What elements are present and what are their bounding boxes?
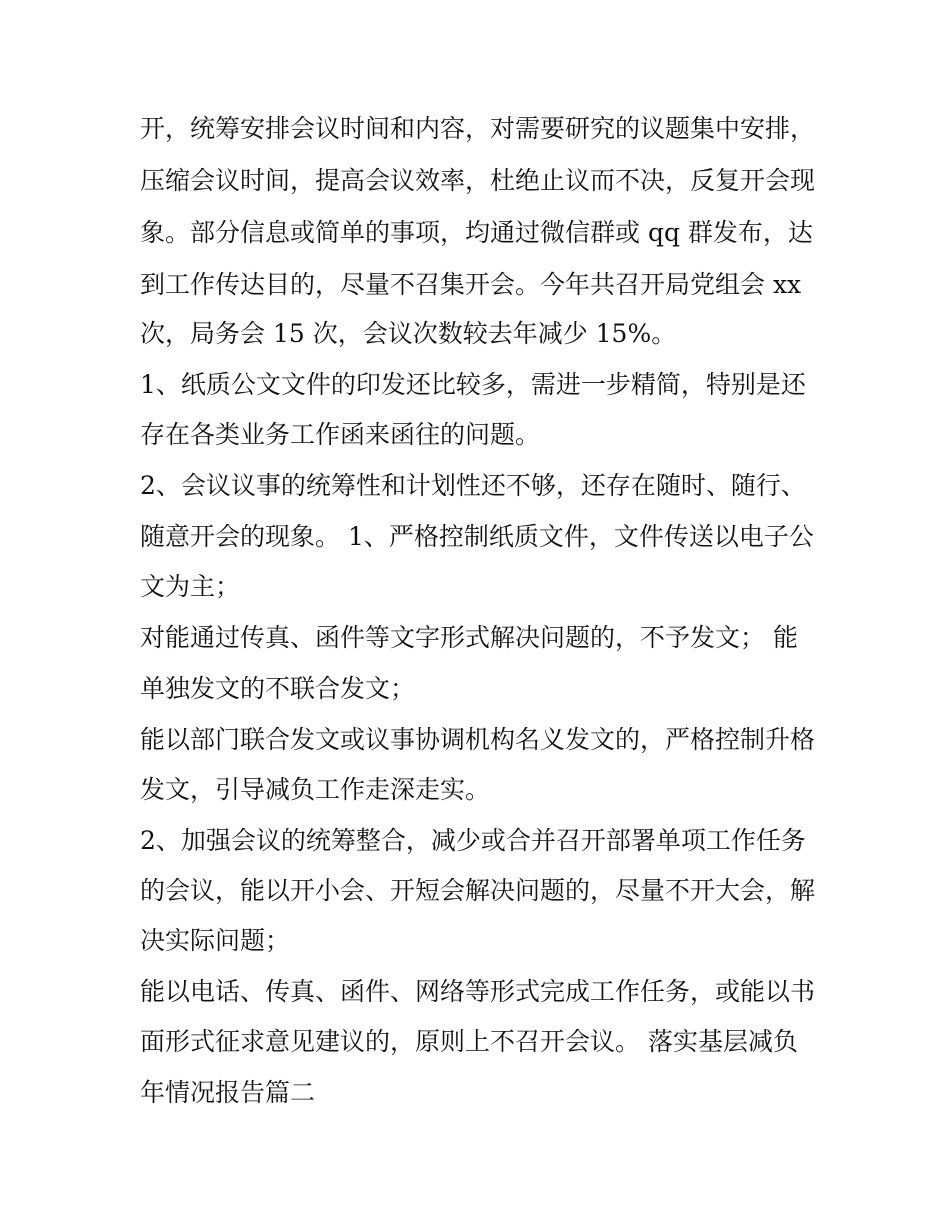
text-line: 发文，引导减负工作走深走实。	[140, 775, 491, 804]
text-line: 的会议，能以开小会、开短会解决问题的，尽量不开大会，解	[140, 876, 816, 905]
text-line: 2、会议议事的统筹性和计划性还不够，还存在随时、随行、	[140, 471, 806, 500]
text-line: 1、纸质公文文件的印发还比较多，需进一步精简，特别是还	[140, 370, 806, 399]
text-line: 能以部门联合发文或议事协调机构名义发文的，严格控制升格	[140, 725, 816, 754]
text-line: 到工作传达目的，尽量不召集开会。今年共召开局党组会 xx	[140, 270, 802, 299]
text-line: 次，局务会 15 次，会议次数较去年减少 15%。	[140, 319, 677, 348]
text-line: 随意开会的现象。 1、严格控制纸质文件，文件传送以电子公	[140, 522, 814, 551]
text-line: 文为主；	[140, 572, 241, 601]
text-line: 存在各类业务工作函来函往的问题。	[140, 420, 541, 449]
text-line: 单独发文的不联合发文；	[140, 674, 416, 703]
text-line: 压缩会议时间，提高会议效率，杜绝止议而不决，反复开会现	[140, 166, 816, 195]
text-line: 能以电话、传真、函件、网络等形式完成工作任务，或能以书	[140, 977, 816, 1006]
text-line: 面形式征求意见建议的，原则上不召开会议。 落实基层减负	[140, 1027, 798, 1056]
text-line: 年情况报告篇二	[140, 1078, 316, 1107]
text-line: 决实际问题；	[140, 926, 291, 955]
text-line: 2、加强会议的统筹整合，减少或合并召开部署单项工作任务	[140, 826, 806, 855]
text-line: 象。部分信息或简单的事项，均通过微信群或 qq 群发布，达	[140, 218, 813, 247]
text-line: 开，统筹安排会议时间和内容，对需要研究的议题集中安排，	[140, 114, 816, 143]
text-line: 对能通过传真、函件等文字形式解决问题的，不予发文； 能	[140, 623, 798, 652]
